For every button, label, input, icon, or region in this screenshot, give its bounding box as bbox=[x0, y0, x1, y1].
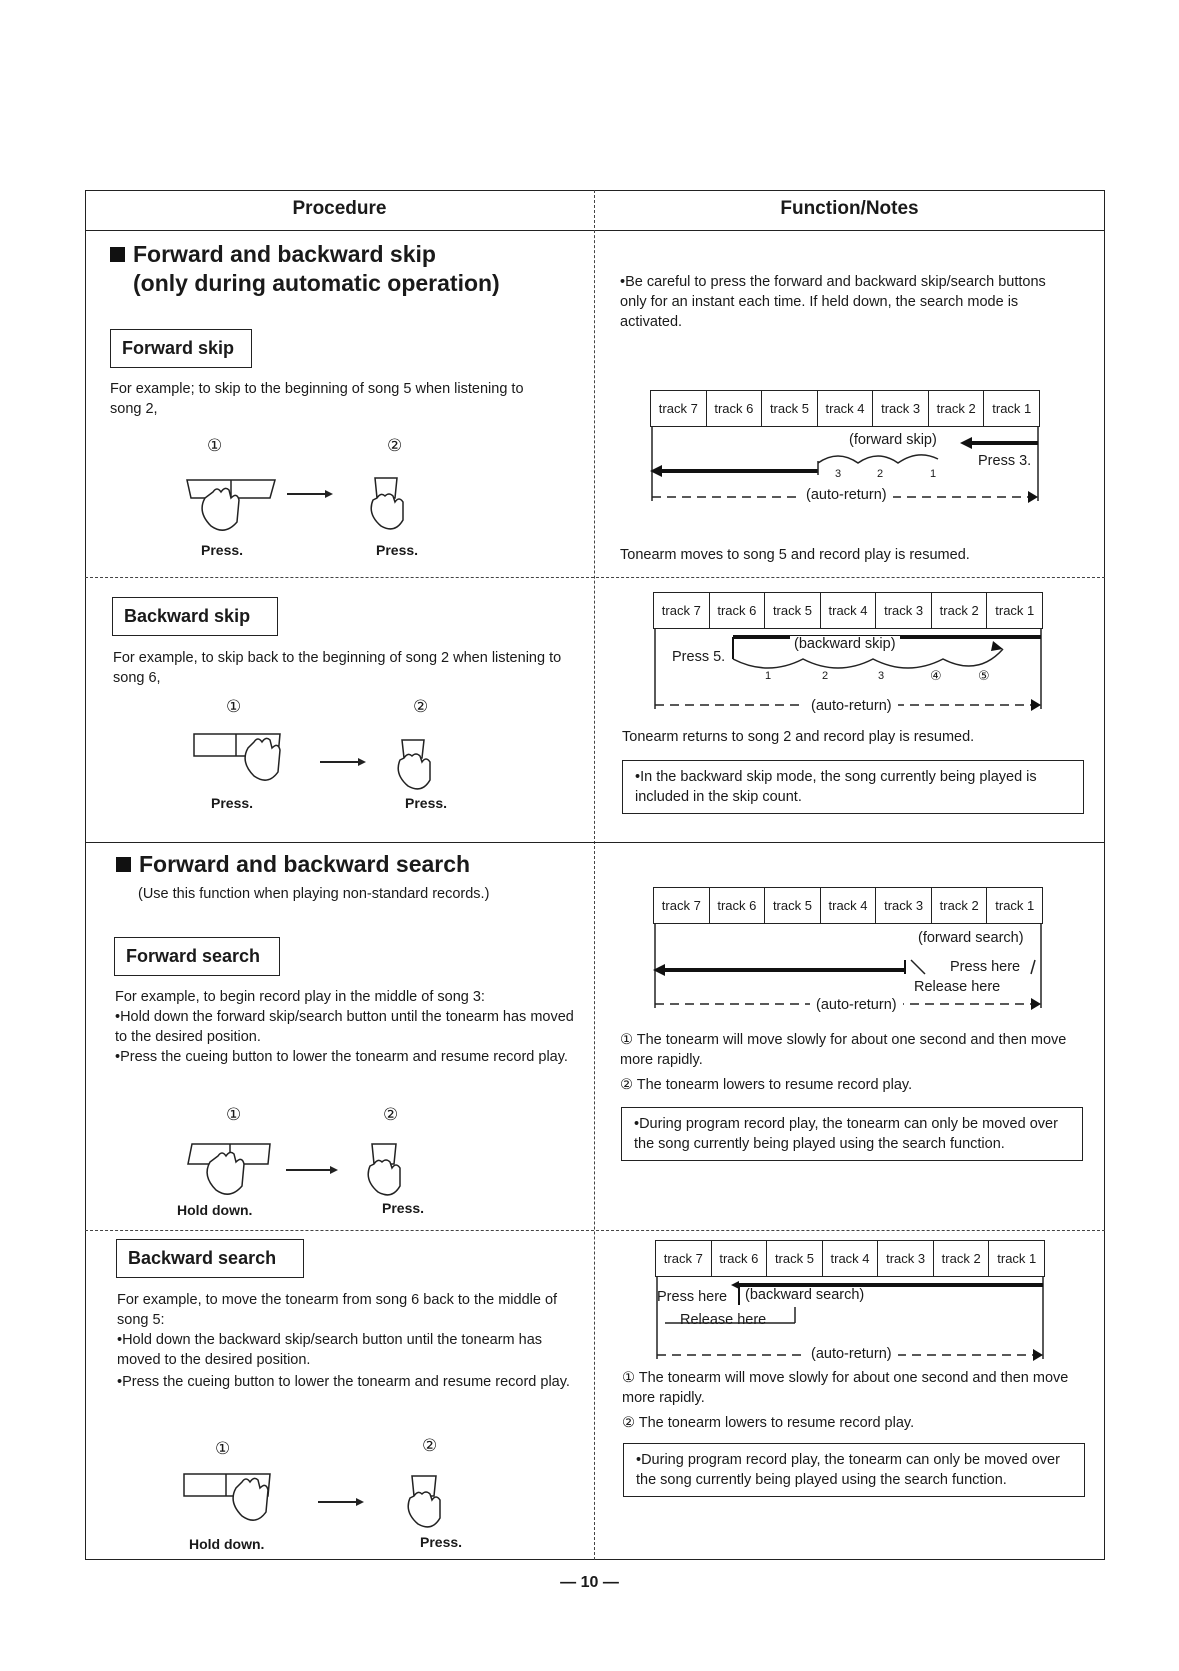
backward-search-caption-2: Press. bbox=[420, 1534, 463, 1550]
forward-search-note-2: ② The tonearm lowers to resume record play. bbox=[620, 1077, 913, 1093]
backward-skip-count: ④ bbox=[930, 668, 942, 683]
track-cell: track 4 bbox=[822, 1241, 878, 1276]
skip-caution-note: •Be careful to press the forward and backward skip/search buttons only for an instant each time. If held down, the search mode is activated. bbox=[620, 274, 1046, 330]
forward-search-track-row bbox=[653, 887, 1043, 924]
track-cell: track 4 bbox=[820, 593, 876, 628]
track-cell: track 5 bbox=[766, 1241, 822, 1276]
backward-search-auto-return: (auto-return) bbox=[805, 1346, 898, 1362]
forward-search-caption-1: Hold down. bbox=[177, 1202, 253, 1218]
track-cell: track 3 bbox=[872, 391, 928, 426]
backward-search-label: Backward search bbox=[116, 1239, 304, 1278]
forward-search-example: For example, to begin record play in the middle of song 3: bbox=[115, 989, 485, 1005]
header-divider bbox=[85, 230, 1105, 231]
track-cell: track 4 bbox=[817, 391, 873, 426]
backward-search-track-row bbox=[655, 1240, 1045, 1277]
forward-skip-example: For example; to skip to the beginning of song 5 when listening to song 2, bbox=[110, 381, 524, 417]
backward-search-caption-1: Hold down. bbox=[189, 1536, 265, 1552]
track-cell: track 3 bbox=[877, 1241, 933, 1276]
track-cell: track 7 bbox=[661, 603, 701, 618]
track-cell: track 6 bbox=[711, 1241, 767, 1276]
track-cell: track 2 bbox=[931, 888, 987, 923]
track-cell: track 6 bbox=[706, 391, 762, 426]
track-cell: track 3 bbox=[875, 888, 931, 923]
forward-skip-result: Tonearm moves to song 5 and record play is resumed. bbox=[620, 547, 970, 563]
track-cell: track 5 bbox=[764, 593, 820, 628]
backward-skip-press-1: Press. bbox=[211, 795, 254, 811]
forward-search-auto-return: (auto-return) bbox=[810, 997, 903, 1013]
backward-skip-auto-return: (auto-return) bbox=[805, 698, 898, 714]
forward-skip-press-label: Press 3. bbox=[978, 453, 1032, 469]
step-2-marker: ② bbox=[387, 436, 403, 455]
backward-skip-press-2: Press. bbox=[405, 795, 448, 811]
backward-search-hand-illustration bbox=[180, 1458, 460, 1538]
search-section-title: Forward and backward search bbox=[116, 850, 470, 879]
backward-skip-result: Tonearm returns to song 2 and record play is resumed. bbox=[622, 729, 975, 745]
backward-skip-count: 3 bbox=[878, 670, 885, 682]
forward-skip-press-2: Press. bbox=[376, 542, 419, 558]
forward-search-press-label: Press here bbox=[950, 959, 1021, 975]
backward-search-press-label: Press here bbox=[657, 1289, 728, 1305]
backward-skip-hand-illustration bbox=[190, 718, 460, 798]
track-cell: track 2 bbox=[931, 593, 987, 628]
forward-skip-press-1: Press. bbox=[201, 542, 244, 558]
forward-skip-count: 2 bbox=[877, 468, 884, 480]
square-bullet-icon bbox=[116, 857, 131, 872]
track-cell: track 7 bbox=[663, 1251, 703, 1266]
backward-skip-press-label: Press 5. bbox=[672, 649, 726, 665]
track-cell: track 1 bbox=[983, 391, 1039, 426]
forward-skip-count: 3 bbox=[835, 468, 842, 480]
track-cell: track 6 bbox=[709, 888, 765, 923]
forward-search-hand-illustration bbox=[180, 1126, 440, 1206]
track-cell: track 2 bbox=[933, 1241, 989, 1276]
forward-skip-label: Forward skip bbox=[110, 329, 252, 368]
backward-skip-track-row bbox=[653, 592, 1043, 629]
track-cell: track 5 bbox=[764, 888, 820, 923]
skip-section-title: Forward and backward skip bbox=[110, 240, 436, 269]
step-2-marker: ② bbox=[422, 1436, 438, 1455]
backward-search-note-box: •During program record play, the tonearm can only be moved over the song currently being played using the search function. bbox=[623, 1443, 1085, 1497]
function-notes-header: Function/Notes bbox=[780, 198, 919, 219]
step-1-marker: ① bbox=[226, 697, 242, 716]
forward-search-note-1: ① The tonearm will move slowly for about one second and then move more rapidly. bbox=[620, 1032, 1067, 1068]
forward-skip-count: 1 bbox=[930, 468, 937, 480]
page-number: — 10 — bbox=[560, 1574, 619, 1591]
forward-search-bullet: •Press the cueing button to lower the tonearm and resume record play. bbox=[115, 1049, 568, 1065]
forward-search-bullet: •Hold down the forward skip/search button until the tonearm has moved to the desired position. bbox=[115, 1009, 574, 1045]
forward-search-caption-2: Press. bbox=[382, 1200, 425, 1216]
forward-search-note-box: •During program record play, the tonearm can only be moved over the song currently being played using the search function. bbox=[621, 1107, 1083, 1161]
backward-search-note-2: ② The tonearm lowers to resume record play. bbox=[622, 1415, 915, 1431]
step-1-marker: ① bbox=[207, 436, 223, 455]
track-cell: track 1 bbox=[988, 1241, 1044, 1276]
forward-search-label: Forward search bbox=[114, 937, 280, 976]
track-cell: track 7 bbox=[658, 401, 698, 416]
row-divider-search bbox=[85, 1230, 1105, 1231]
backward-search-example: For example, to move the tonearm from song 6 back to the middle of song 5: bbox=[117, 1292, 558, 1328]
step-1-marker: ① bbox=[215, 1439, 231, 1458]
backward-search-bullet: •Hold down the backward skip/search button until the tonearm has moved to the desired position. bbox=[117, 1332, 543, 1368]
forward-search-release-label: Release here bbox=[914, 979, 1001, 995]
procedure-header: Procedure bbox=[292, 198, 387, 219]
forward-skip-mode-label: (forward skip) bbox=[845, 432, 941, 448]
backward-skip-count: 1 bbox=[765, 670, 772, 682]
backward-skip-count: ⑤ bbox=[978, 668, 990, 683]
backward-search-mode-label: (backward search) bbox=[745, 1287, 865, 1303]
track-cell: track 2 bbox=[928, 391, 984, 426]
skip-section-subtitle: (only during automatic operation) bbox=[133, 270, 500, 296]
section-divider bbox=[85, 842, 1105, 843]
forward-search-mode-label: (forward search) bbox=[918, 930, 1024, 946]
track-cell: track 3 bbox=[875, 593, 931, 628]
backward-skip-mode-label: (backward skip) bbox=[790, 636, 900, 652]
step-2-marker: ② bbox=[413, 697, 429, 716]
backward-skip-count: 2 bbox=[822, 670, 829, 682]
backward-skip-label: Backward skip bbox=[112, 597, 278, 636]
row-divider-skip bbox=[85, 577, 1105, 578]
column-divider bbox=[594, 190, 595, 1560]
forward-skip-track-row bbox=[650, 390, 1040, 427]
backward-search-release-label: Release here bbox=[680, 1312, 767, 1328]
track-cell: track 1 bbox=[986, 888, 1042, 923]
backward-search-bullet: •Press the cueing button to lower the tonearm and resume record play. bbox=[117, 1374, 570, 1390]
track-cell: track 6 bbox=[709, 593, 765, 628]
search-section-subtitle: (Use this function when playing non-standard records.) bbox=[138, 886, 490, 902]
step-1-marker: ① bbox=[226, 1105, 242, 1124]
forward-skip-auto-return: (auto-return) bbox=[800, 487, 893, 503]
track-cell: track 5 bbox=[761, 391, 817, 426]
track-cell: track 1 bbox=[986, 593, 1042, 628]
backward-skip-note-box: •In the backward skip mode, the song currently being played is included in the skip count. bbox=[622, 760, 1084, 814]
square-bullet-icon bbox=[110, 247, 125, 262]
track-cell: track 4 bbox=[820, 888, 876, 923]
step-2-marker: ② bbox=[383, 1105, 399, 1124]
forward-skip-hand-illustration bbox=[175, 458, 445, 538]
track-cell: track 7 bbox=[661, 898, 701, 913]
backward-skip-example: For example, to skip back to the beginning of song 2 when listening to song 6, bbox=[113, 650, 562, 686]
backward-search-note-1: ① The tonearm will move slowly for about one second and then move more rapidly. bbox=[622, 1370, 1069, 1406]
